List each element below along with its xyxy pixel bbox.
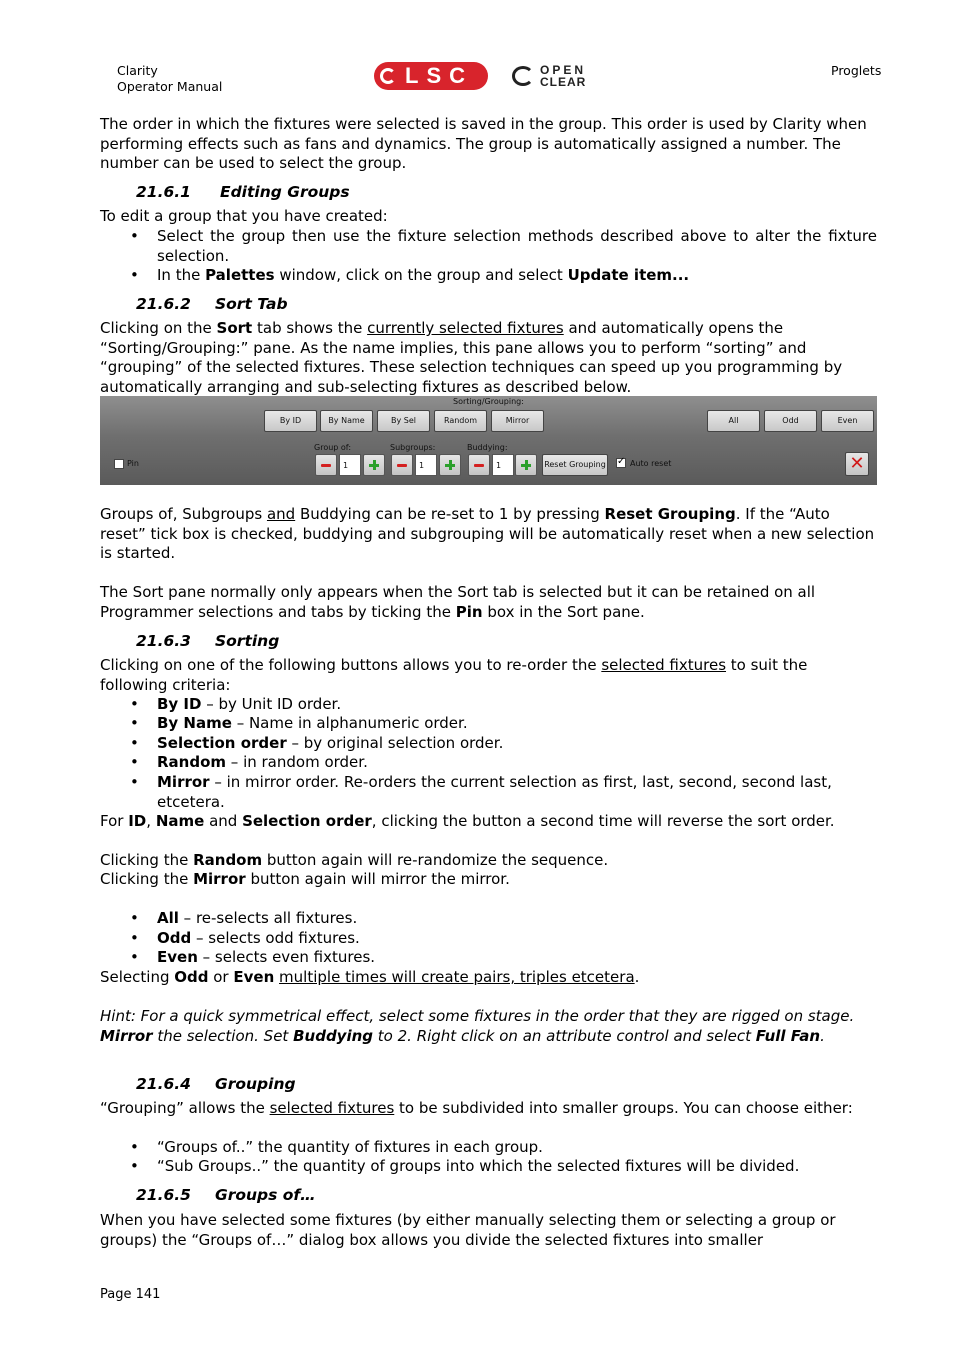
heading-editing-groups xyxy=(136,182,350,202)
random-button[interactable]: Random xyxy=(434,410,487,432)
pane-title: Sorting/Grouping: xyxy=(453,397,524,406)
bullet-icon: • xyxy=(130,753,139,771)
sorting-paragraph: Clicking on one of the following buttons allows you to re-order the selected fixtures to suit the following criteria: xyxy=(100,656,808,694)
pin-checkbox[interactable] xyxy=(114,459,124,469)
sort-tab-paragraph: Clicking on the Sort tab shows the currently selected fixtures and automatically opens the “Sorting/Grouping:” pane. As the name implies, this pane allows you to perform “sorting” and “grouping” of the selected fixtures. These selection techniques can speed up you programming by automatically arranging and sub-selecting fixtures as described below. xyxy=(100,319,843,396)
subgroups-input[interactable]: 1 xyxy=(415,454,437,476)
even-button[interactable]: Even xyxy=(821,410,874,432)
editing-lead: To edit a group that you have created: xyxy=(100,207,388,225)
subgroups-increment-button[interactable] xyxy=(439,454,461,476)
buddying-input[interactable]: 1 xyxy=(492,454,514,476)
openclear-logo-word2: CLEAR xyxy=(540,75,587,89)
pin-label: Pin xyxy=(127,459,139,468)
odd-button[interactable]: Odd xyxy=(764,410,817,432)
reset-grouping-button[interactable]: Reset Grouping xyxy=(542,454,608,476)
list-item-text: Odd – selects odd fixtures. xyxy=(157,929,360,947)
group-of-input[interactable]: 1 xyxy=(339,454,361,476)
bullet-icon: • xyxy=(130,714,139,732)
subgroups-label: Subgroups: xyxy=(390,443,436,452)
grouping-paragraph: “Grouping” allows the selected fixtures to be subdivided into smaller groups. You can choose either: xyxy=(100,1099,853,1117)
group-of-increment-button[interactable] xyxy=(363,454,385,476)
bullet-icon: • xyxy=(130,929,139,947)
bullet-icon: • xyxy=(130,1157,139,1175)
list-item xyxy=(130,695,877,715)
lsc-swirl-icon xyxy=(380,68,396,84)
reset-paragraph: Groups of, Subgroups and Buddying can be re-set to 1 by pressing Reset Grouping. If the “Auto reset” tick box is checked, buddying and subgrouping will be automatically reset when a new selection is started. xyxy=(100,505,875,562)
list-item xyxy=(130,1138,877,1158)
list-item xyxy=(130,948,877,968)
odd-even-paragraph: Selecting Odd or Even multiple times will create pairs, triples etcetera. xyxy=(100,968,640,986)
heading-title: Sorting xyxy=(215,632,280,650)
bullet-icon: • xyxy=(130,773,139,791)
pin-paragraph: The Sort pane normally only appears when the Sort tab is selected but it can be retained on all Programmer selections and tabs by ticking the Pin box in the Sort pane. xyxy=(100,583,816,621)
auto-reset-checkbox[interactable] xyxy=(616,458,626,468)
list-item xyxy=(130,773,877,812)
list-item xyxy=(130,929,877,949)
by-sel-button[interactable]: By Sel xyxy=(377,410,430,432)
list-item xyxy=(130,734,877,754)
buddying-label: Buddying: xyxy=(467,443,508,452)
lsc-logo-text: LSC xyxy=(405,63,473,88)
list-item xyxy=(130,227,877,266)
list-item-text: Even – selects even fixtures. xyxy=(157,948,376,966)
header-section: Proglets xyxy=(831,63,882,78)
subgroups-decrement-button[interactable] xyxy=(391,454,413,476)
heading-title: Editing Groups xyxy=(220,183,350,201)
mirror-button[interactable]: Mirror xyxy=(491,410,544,432)
header-left xyxy=(117,63,222,95)
bullet-icon: • xyxy=(130,734,139,752)
list-item xyxy=(130,1157,877,1177)
heading-title: Sort Tab xyxy=(215,295,288,313)
list-item-text: In the Palettes window, click on the group and select Update item... xyxy=(157,266,690,284)
lsc-logo xyxy=(374,62,488,90)
bullet-icon: • xyxy=(130,695,139,713)
bullet-icon: • xyxy=(130,948,139,966)
header-product: Clarity xyxy=(117,63,158,78)
list-item-text: Random – in random order. xyxy=(157,753,368,771)
all-button[interactable]: All xyxy=(707,410,760,432)
group-of-label: Group of: xyxy=(314,443,352,452)
heading-title: Grouping xyxy=(215,1075,296,1093)
by-name-button[interactable]: By Name xyxy=(320,410,373,432)
heading-groups-of xyxy=(136,1185,316,1205)
heading-grouping xyxy=(136,1074,296,1094)
group-of-decrement-button[interactable] xyxy=(315,454,337,476)
reverse-sort-paragraph: For ID, Name and Selection order, clicking the button a second time will reverse the sort order. xyxy=(100,812,835,830)
heading-number: 21.6.5 xyxy=(136,1186,191,1204)
list-item-text: Mirror – in mirror order. Re-orders the current selection as first, last, second, second last, etcetera. xyxy=(157,773,832,811)
bullet-icon: • xyxy=(130,266,139,284)
heading-sort-tab xyxy=(136,294,288,314)
bullet-icon: • xyxy=(130,909,139,927)
by-id-button[interactable]: By ID xyxy=(264,410,317,432)
header-manual: Operator Manual xyxy=(117,79,223,94)
openclear-ring-icon xyxy=(512,66,534,86)
random-paragraph: Clicking the Random button again will re-randomize the sequence. xyxy=(100,851,609,869)
list-item-text: All – re-selects all fixtures. xyxy=(157,909,358,927)
heading-number: 21.6.2 xyxy=(136,295,191,313)
list-item xyxy=(130,266,877,286)
list-item-text: Selection order – by original selection order. xyxy=(157,734,504,752)
buddying-decrement-button[interactable] xyxy=(468,454,490,476)
bullet-icon: • xyxy=(130,227,139,245)
heading-number: 21.6.3 xyxy=(136,632,191,650)
list-item xyxy=(130,909,877,929)
openclear-logo-word1: OPEN xyxy=(540,63,587,77)
list-item-text: By Name – Name in alphanumeric order. xyxy=(157,714,468,732)
heading-title: Groups of… xyxy=(215,1186,316,1204)
heading-number: 21.6.1 xyxy=(136,183,191,201)
heading-sorting xyxy=(136,631,279,651)
groups-of-paragraph: When you have selected some fixtures (by either manually selecting them or selecting a group or groups) the “Groups of…” dialog box allows you divide the selected fixtures into smaller xyxy=(100,1211,836,1249)
page-number: Page 141 xyxy=(100,1287,161,1302)
intro-paragraph: The order in which the fixtures were selected is saved in the group. This order is used by Clarity when performing effects such as fans and dynamics. The group is automatically assigned a number. The number can be used to select the group. xyxy=(100,115,867,172)
sorting-grouping-pane xyxy=(100,396,877,485)
openclear-logo xyxy=(510,63,610,89)
auto-reset-label: Auto reset xyxy=(630,459,672,468)
mirror-paragraph: Clicking the Mirror button again will mirror the mirror. xyxy=(100,870,510,888)
list-item-text: By ID – by Unit ID order. xyxy=(157,695,342,713)
buddying-increment-button[interactable] xyxy=(515,454,537,476)
hint-paragraph: Hint: For a quick symmetrical effect, select some fixtures in the order that they are rigged on stage. Mirror the selection. Set Buddying to 2. Right click on an attribute control and select Full Fan. xyxy=(100,1007,855,1045)
list-item-text: “Groups of..” the quantity of fixtures in each group. xyxy=(157,1138,543,1156)
list-item xyxy=(130,753,877,773)
heading-number: 21.6.4 xyxy=(136,1075,191,1093)
list-item-text: “Sub Groups..” the quantity of groups into which the selected fixtures will be divided. xyxy=(157,1157,800,1175)
close-icon[interactable]: ✕ xyxy=(845,452,869,476)
list-item-text: Select the group then use the fixture selection methods described above to alter the fixture selection. xyxy=(157,227,877,265)
list-item xyxy=(130,714,877,734)
bullet-icon: • xyxy=(130,1138,139,1156)
